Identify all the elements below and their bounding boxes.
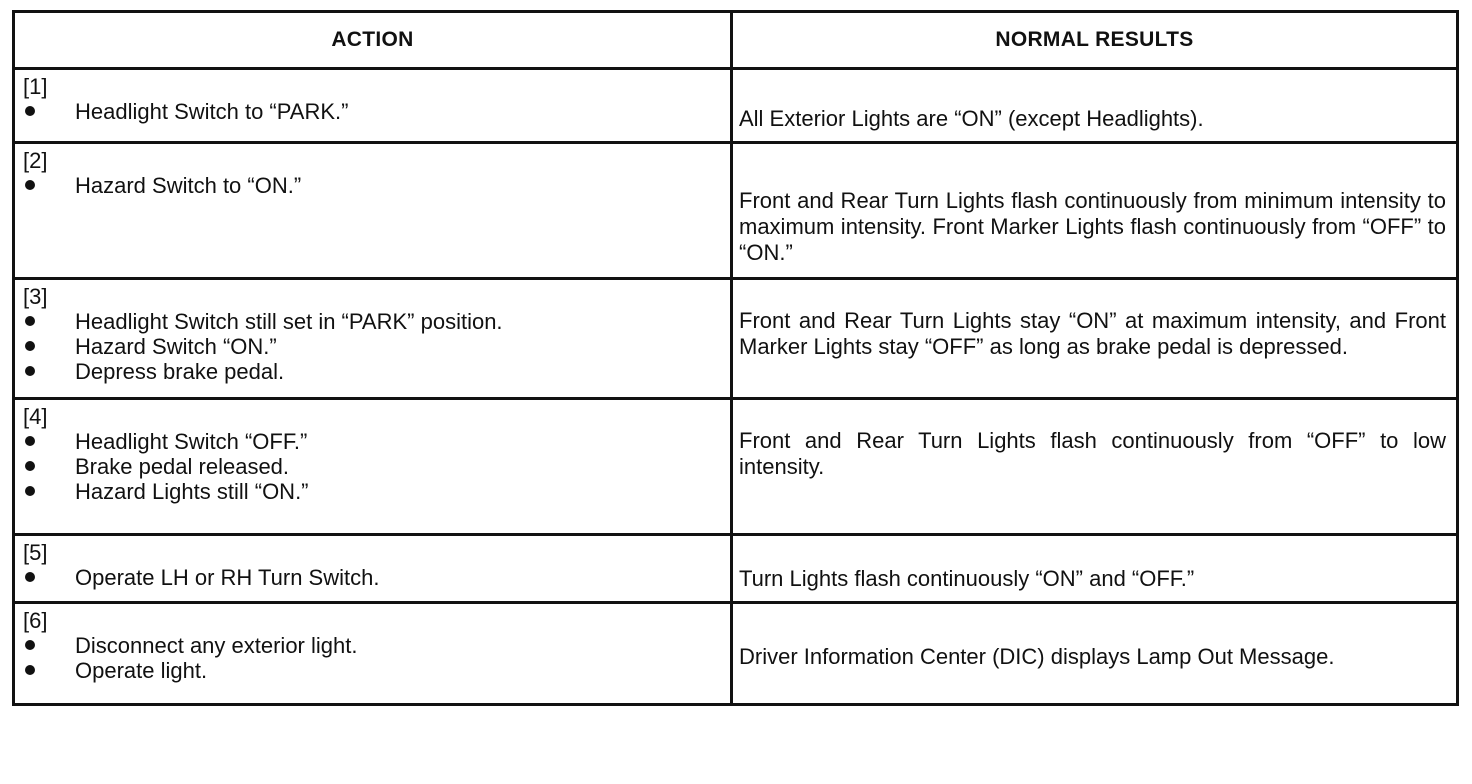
step-label: [3] bbox=[23, 284, 48, 309]
action-cell bbox=[14, 535, 732, 603]
bullet-icon bbox=[25, 341, 35, 351]
action-text: Hazard Switch “ON.” bbox=[75, 334, 277, 359]
action-list bbox=[23, 173, 724, 198]
action-cell bbox=[14, 603, 732, 705]
action-text: Headlight Switch “OFF.” bbox=[75, 429, 308, 454]
result-cell: Driver Information Center (DIC) displays Lamp Out Message. bbox=[732, 603, 1458, 705]
step-label: [4] bbox=[23, 404, 48, 429]
result-cell: Turn Lights flash continuously “ON” and “OFF.” bbox=[732, 535, 1458, 603]
table-row bbox=[14, 279, 1458, 399]
action-text: Hazard Lights still “ON.” bbox=[75, 479, 309, 504]
result-cell: Front and Rear Turn Lights flash continuously from “OFF” to low intensity. bbox=[732, 399, 1458, 535]
action-item bbox=[23, 173, 724, 198]
action-cell bbox=[14, 143, 732, 279]
action-item bbox=[23, 479, 724, 504]
bullet-icon bbox=[25, 640, 35, 650]
step-label: [1] bbox=[23, 74, 48, 99]
action-item bbox=[23, 99, 724, 124]
bullet-icon bbox=[25, 572, 35, 582]
action-list bbox=[23, 565, 724, 590]
action-item bbox=[23, 565, 724, 590]
action-item bbox=[23, 633, 724, 658]
action-text: Depress brake pedal. bbox=[75, 359, 285, 384]
action-list bbox=[23, 429, 724, 504]
action-item bbox=[23, 359, 724, 384]
action-cell bbox=[14, 69, 732, 143]
bullet-icon bbox=[25, 180, 35, 190]
action-cell bbox=[14, 399, 732, 535]
action-text: Operate LH or RH Turn Switch. bbox=[75, 565, 380, 590]
table-row bbox=[14, 69, 1458, 143]
result-cell: Front and Rear Turn Lights stay “ON” at maximum intensity, and Front Marker Lights stay “OFF” as long as brake pedal is depressed. bbox=[732, 279, 1458, 399]
bullet-icon bbox=[25, 366, 35, 376]
action-item bbox=[23, 658, 724, 683]
action-text: Headlight Switch still set in “PARK” position. bbox=[75, 309, 503, 334]
step-label: [6] bbox=[23, 608, 48, 633]
table-row bbox=[14, 143, 1458, 279]
header-row bbox=[14, 12, 1458, 69]
bullet-icon bbox=[25, 461, 35, 471]
action-column-header: ACTION bbox=[14, 12, 732, 69]
result-cell: Front and Rear Turn Lights flash continuously from minimum intensity to maximum intensity. Front Marker Lights flash continuously from “OFF” to “ON.” bbox=[732, 143, 1458, 279]
bullet-icon bbox=[25, 665, 35, 675]
bullet-icon bbox=[25, 486, 35, 496]
action-list bbox=[23, 633, 724, 683]
action-item bbox=[23, 429, 724, 454]
bullet-icon bbox=[25, 316, 35, 326]
action-text: Operate light. bbox=[75, 658, 208, 683]
table-row bbox=[14, 399, 1458, 535]
action-text: Headlight Switch to “PARK.” bbox=[75, 99, 349, 124]
step-label: [2] bbox=[23, 148, 48, 173]
action-item bbox=[23, 309, 724, 334]
action-list bbox=[23, 99, 724, 124]
action-cell bbox=[14, 279, 732, 399]
bullet-icon bbox=[25, 106, 35, 116]
result-cell: All Exterior Lights are “ON” (except Headlights). bbox=[732, 69, 1458, 143]
table-row bbox=[14, 535, 1458, 603]
table-row bbox=[14, 603, 1458, 705]
action-text: Disconnect any exterior light. bbox=[75, 633, 358, 658]
bullet-icon bbox=[25, 436, 35, 446]
action-list bbox=[23, 309, 724, 384]
action-results-table bbox=[12, 10, 1459, 706]
action-item bbox=[23, 334, 724, 359]
action-text: Brake pedal released. bbox=[75, 454, 290, 479]
results-column-header: NORMAL RESULTS bbox=[732, 12, 1458, 69]
step-label: [5] bbox=[23, 540, 48, 565]
action-item bbox=[23, 454, 724, 479]
action-text: Hazard Switch to “ON.” bbox=[75, 173, 302, 198]
